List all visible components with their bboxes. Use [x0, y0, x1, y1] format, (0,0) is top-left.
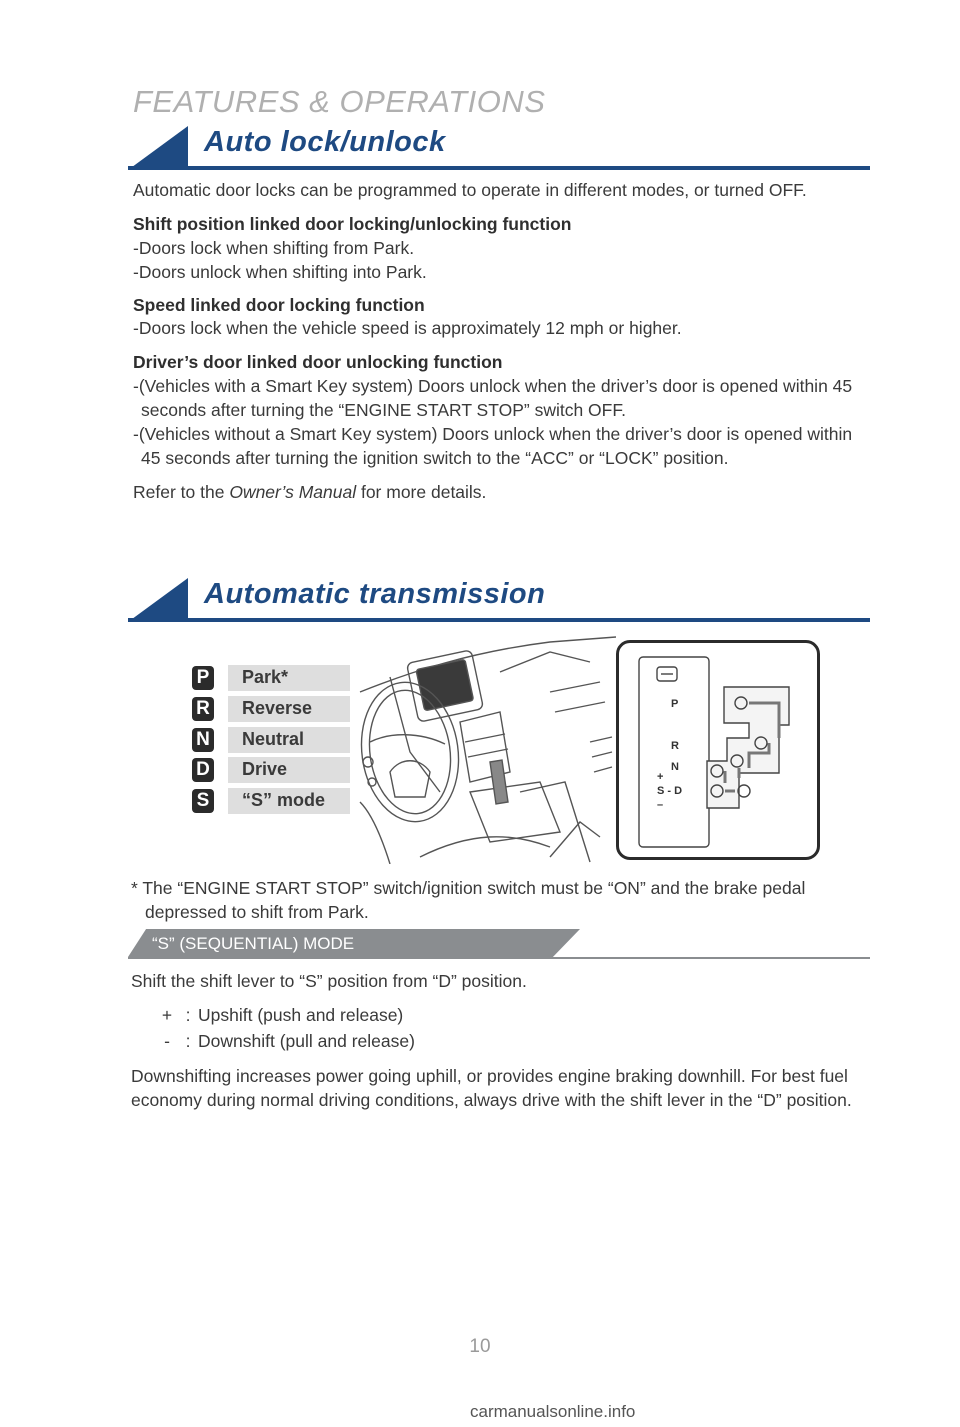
gear-label-s-mode: “S” mode	[242, 790, 326, 810]
sequential-mode-heading-bar	[128, 929, 870, 961]
gear-label-park: Park*	[242, 667, 289, 687]
op-colon: :	[185, 1031, 191, 1051]
driver-door-item: -(Vehicles with a Smart Key system) Doors unlock when the driver’s door is opened within 45 seconds after turning the “ENGINE START STOP” switch OFF.	[133, 376, 853, 420]
gear-row-reverse	[192, 696, 350, 722]
page-number: 10	[469, 1336, 491, 1357]
gear-row-neutral	[192, 727, 350, 753]
gear-label-reverse: Reverse	[242, 698, 313, 718]
shifter-gate-panel	[616, 640, 820, 860]
shift-linked-item: -Doors lock when shifting from Park.	[133, 238, 415, 258]
auto-lock-heading: Auto lock/unlock	[204, 126, 446, 158]
gate-label-s-d: S - D	[657, 785, 683, 797]
refer-prefix: Refer to the	[133, 482, 230, 502]
driver-door-title: Driver’s door linked door unlocking function	[133, 352, 503, 372]
gear-row-drive	[192, 757, 350, 783]
auto-lock-heading-bar	[128, 126, 870, 170]
cockpit-illustration	[350, 632, 616, 864]
refer-line	[133, 480, 868, 504]
gear-badge-n: N	[192, 728, 214, 752]
gate-label-minus: –	[657, 799, 664, 811]
gear-row-park	[192, 665, 350, 691]
gear-row-s-mode	[192, 788, 350, 814]
transmission-heading: Automatic transmission	[204, 578, 546, 610]
owners-manual-ref: Owner’s Manual	[229, 482, 357, 502]
sequential-intro: Shift the shift lever to “S” position from “D” position.	[131, 971, 527, 991]
sequential-mode-heading: “S” (SEQUENTIAL) MODE	[152, 934, 355, 953]
heading-accent-triangle	[128, 126, 188, 170]
speed-linked-title: Speed linked door locking function	[133, 295, 425, 315]
gate-label-n: N	[671, 761, 679, 773]
gate-label-p: P	[671, 698, 679, 710]
sub-heading-rule	[128, 957, 870, 959]
gear-badge-s: S	[192, 789, 214, 813]
gear-badge-r: R	[192, 697, 214, 721]
refer-suffix: for more details.	[356, 482, 487, 502]
gear-badge-d: D	[192, 758, 214, 782]
gear-label-neutral: Neutral	[242, 729, 305, 749]
upshift-symbol: +	[161, 1005, 173, 1025]
shift-linked-item: -Doors unlock when shifting into Park.	[133, 262, 427, 282]
heading-rule	[128, 618, 870, 622]
downshift-symbol: -	[164, 1031, 170, 1051]
op-colon: :	[185, 1005, 191, 1025]
upshift-text: Upshift (push and release)	[198, 1005, 404, 1025]
gear-label-drive: Drive	[242, 759, 288, 779]
heading-rule	[128, 166, 870, 170]
gear-badge-p: P	[192, 666, 214, 690]
watermark: carmanualsonline.info	[470, 1402, 636, 1421]
gate-label-r: R	[671, 740, 679, 752]
auto-lock-body	[133, 178, 868, 504]
section-title: FEATURES & OPERATIONS	[133, 84, 546, 119]
downshift-text: Downshift (pull and release)	[198, 1031, 415, 1051]
shift-op-downshift	[156, 1031, 415, 1052]
driver-door-item: -(Vehicles without a Smart Key system) Doors unlock when the driver’s door is opened within 45 seconds after turning the ignition switch to the “ACC” or “LOCK” position.	[133, 424, 853, 468]
gate-label-plus: +	[657, 771, 664, 783]
park-footnote: * The “ENGINE START STOP” switch/ignition switch must be “ON” and the brake pedal depressed to shift from Park.	[131, 878, 806, 922]
heading-accent-triangle	[128, 578, 188, 622]
shift-op-upshift	[156, 1005, 403, 1026]
shift-linked-title: Shift position linked door locking/unlocking function	[133, 214, 572, 234]
auto-lock-intro: Automatic door locks can be programmed to operate in different modes, or turned OFF.	[133, 180, 807, 200]
transmission-heading-bar	[128, 578, 870, 622]
downshift-note: Downshifting increases power going uphill, or provides engine braking downhill. For best fuel economy during normal driving conditions, always drive with the shift lever in the “D” position.	[131, 1066, 852, 1110]
speed-linked-item: -Doors lock when the vehicle speed is approximately 12 mph or higher.	[133, 318, 682, 338]
shift-gate-icon	[619, 643, 817, 857]
